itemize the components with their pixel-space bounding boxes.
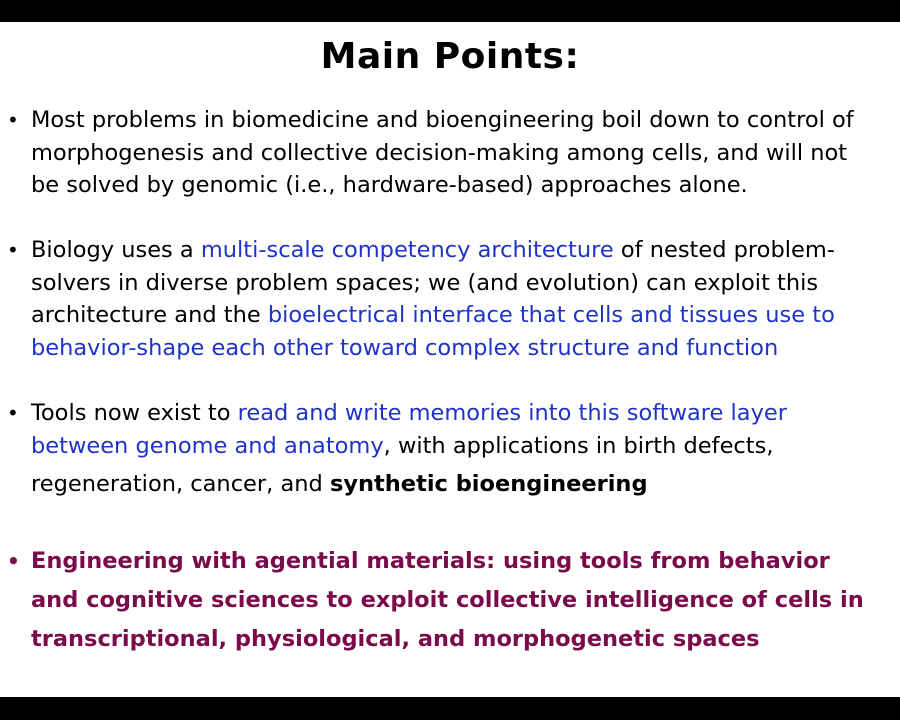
highlight-text: multi-scale competency architecture — [200, 237, 614, 263]
bullet-dot-icon: • — [7, 549, 20, 573]
bullet-text: Engineering with agential materials: using tools from behavior and cognitive sciences to exploit collective intelligence of cells in transcriptional, physiological, and morphogenetic spaces — [31, 548, 864, 652]
bullet-point-3 — [7, 397, 881, 501]
highlight-text: bioelectrical interface that cells and tissues use to behavior-shape each other toward complex structure and function — [31, 302, 835, 361]
bullet-text: Biology uses a — [31, 237, 201, 263]
highlight-text: read and write memories into this software layer between genome and anatomy — [31, 400, 787, 459]
bullet-dot-icon: • — [7, 108, 19, 132]
bullet-text: Tools now exist to — [31, 400, 238, 426]
bullet-point-4 — [7, 542, 881, 659]
slide — [0, 22, 900, 697]
bullet-dot-icon: • — [7, 238, 19, 262]
bold-text: synthetic bioengineering — [329, 471, 648, 497]
bullet-text: of nested problem-solvers in diverse problem spaces; we (and evolution) can exploit this architecture and the — [31, 237, 835, 328]
bullet-text: , with applications in birth defects, — [383, 432, 774, 459]
bullet-point-2 — [7, 234, 881, 364]
bullet-text: Most problems in biomedicine and bioengineering boil down to control of morphogenesis and collective decision-making among cells, and will not be solved by genomic (i.e., hardware-based) approaches alone. — [31, 107, 854, 198]
bullet-dot-icon: • — [7, 401, 19, 425]
bullet-line — [31, 468, 881, 501]
bullet-text: regeneration, cancer, and — [31, 471, 330, 497]
bullet-point-1 — [7, 104, 881, 202]
slide-title: Main Points: — [320, 36, 580, 77]
